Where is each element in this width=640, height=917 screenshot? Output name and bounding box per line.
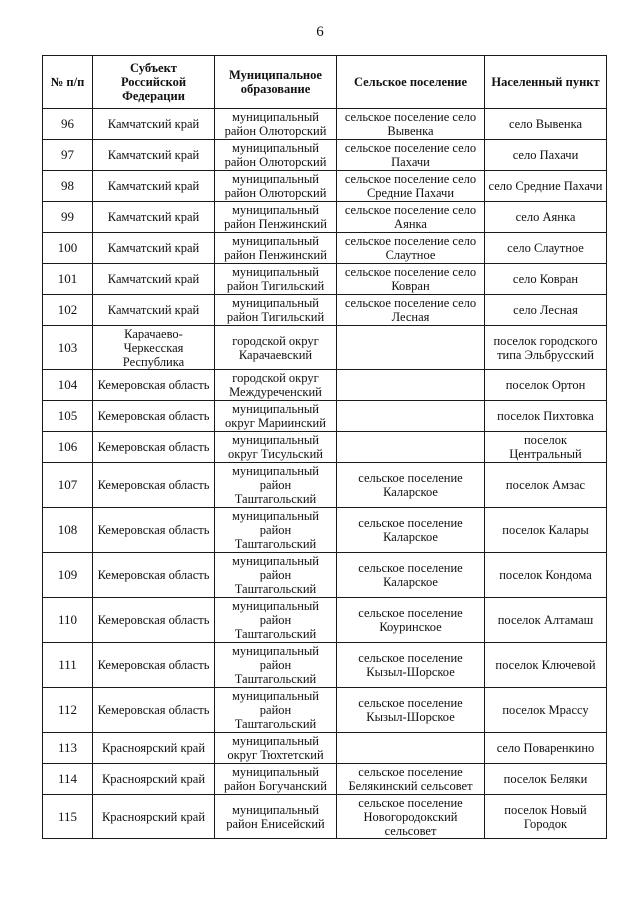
table-row — [43, 264, 607, 295]
cell-rural-settlement: сельское поселение село Пахачи — [337, 140, 485, 171]
cell-rural-settlement — [337, 326, 485, 370]
cell-region: Кемеровская область — [93, 553, 215, 598]
cell-region: Красноярский край — [93, 764, 215, 795]
table-body — [43, 109, 607, 839]
settlements-table — [42, 55, 607, 839]
cell-rural-settlement: сельское поселение село Вывенка — [337, 109, 485, 140]
cell-region: Камчатский край — [93, 233, 215, 264]
table-row — [43, 688, 607, 733]
cell-region: Карачаево-Черкесская Республика — [93, 326, 215, 370]
cell-region: Красноярский край — [93, 795, 215, 839]
cell-number: 105 — [43, 401, 93, 432]
cell-municipality: муниципальный район Таштагольский — [215, 688, 337, 733]
cell-municipality: муниципальный район Олюторский — [215, 171, 337, 202]
table-row — [43, 643, 607, 688]
cell-rural-settlement — [337, 432, 485, 463]
table-row — [43, 463, 607, 508]
cell-rural-settlement — [337, 401, 485, 432]
cell-locality: село Аянка — [485, 202, 607, 233]
cell-locality: село Поваренкино — [485, 733, 607, 764]
cell-locality: село Слаутное — [485, 233, 607, 264]
cell-number: 108 — [43, 508, 93, 553]
header-rural-settlement: Сельское поселение — [337, 56, 485, 109]
cell-rural-settlement — [337, 370, 485, 401]
cell-number: 101 — [43, 264, 93, 295]
cell-rural-settlement: сельское поселение Новогородокский сельсовет — [337, 795, 485, 839]
cell-municipality: городской округ Междуреченский — [215, 370, 337, 401]
table-row — [43, 795, 607, 839]
table-row — [43, 140, 607, 171]
cell-rural-settlement: сельское поселение село Слаутное — [337, 233, 485, 264]
cell-rural-settlement: сельское поселение Коуринское — [337, 598, 485, 643]
cell-municipality: муниципальный район Таштагольский — [215, 553, 337, 598]
table-row — [43, 733, 607, 764]
cell-number: 100 — [43, 233, 93, 264]
cell-number: 103 — [43, 326, 93, 370]
table-row — [43, 109, 607, 140]
cell-number: 104 — [43, 370, 93, 401]
cell-locality: поселок Алтамаш — [485, 598, 607, 643]
cell-rural-settlement: сельское поселение Каларское — [337, 553, 485, 598]
cell-region: Красноярский край — [93, 733, 215, 764]
cell-number: 111 — [43, 643, 93, 688]
cell-number: 113 — [43, 733, 93, 764]
cell-region: Кемеровская область — [93, 432, 215, 463]
cell-municipality: муниципальный район Таштагольский — [215, 598, 337, 643]
cell-municipality: муниципальный район Олюторский — [215, 109, 337, 140]
cell-number: 98 — [43, 171, 93, 202]
cell-locality: поселок Пихтовка — [485, 401, 607, 432]
table-row — [43, 508, 607, 553]
table-header-row — [43, 56, 607, 109]
table-row — [43, 401, 607, 432]
cell-municipality: муниципальный округ Мариинский — [215, 401, 337, 432]
cell-locality: поселок городского типа Эльбрусский — [485, 326, 607, 370]
cell-municipality: муниципальный район Тигильский — [215, 295, 337, 326]
cell-locality: село Средние Пахачи — [485, 171, 607, 202]
cell-locality: поселок Беляки — [485, 764, 607, 795]
cell-number: 110 — [43, 598, 93, 643]
header-municipality: Муниципальное образование — [215, 56, 337, 109]
cell-locality: поселок Калары — [485, 508, 607, 553]
table-row — [43, 326, 607, 370]
cell-number: 107 — [43, 463, 93, 508]
cell-rural-settlement: сельское поселение Кызыл-Шорское — [337, 643, 485, 688]
cell-municipality: муниципальный район Пенжинский — [215, 233, 337, 264]
cell-region: Кемеровская область — [93, 370, 215, 401]
cell-municipality: муниципальный район Пенжинский — [215, 202, 337, 233]
cell-region: Кемеровская область — [93, 401, 215, 432]
cell-locality: село Ковран — [485, 264, 607, 295]
cell-number: 106 — [43, 432, 93, 463]
header-locality: Населенный пункт — [485, 56, 607, 109]
cell-region: Камчатский край — [93, 295, 215, 326]
cell-region: Камчатский край — [93, 202, 215, 233]
table-row — [43, 553, 607, 598]
cell-locality: поселок Амзас — [485, 463, 607, 508]
table-row — [43, 370, 607, 401]
cell-locality: поселок Мрассу — [485, 688, 607, 733]
cell-rural-settlement: сельское поселение село Аянка — [337, 202, 485, 233]
cell-region: Кемеровская область — [93, 643, 215, 688]
header-region: Субъект Российской Федерации — [93, 56, 215, 109]
cell-locality: поселок Ключевой — [485, 643, 607, 688]
cell-rural-settlement: сельское поселение село Средние Пахачи — [337, 171, 485, 202]
cell-rural-settlement: сельское поселение Каларское — [337, 463, 485, 508]
table-row — [43, 202, 607, 233]
cell-municipality: муниципальный округ Тисульский — [215, 432, 337, 463]
cell-municipality: муниципальный район Богучанский — [215, 764, 337, 795]
table-row — [43, 764, 607, 795]
table-row — [43, 233, 607, 264]
table-row — [43, 432, 607, 463]
cell-region: Кемеровская область — [93, 598, 215, 643]
cell-municipality: городской округ Карачаевский — [215, 326, 337, 370]
table-row — [43, 598, 607, 643]
table-row — [43, 171, 607, 202]
cell-region: Кемеровская область — [93, 463, 215, 508]
cell-locality: село Пахачи — [485, 140, 607, 171]
table-row — [43, 295, 607, 326]
page-number: 6 — [316, 24, 324, 40]
cell-rural-settlement: сельское поселение село Ковран — [337, 264, 485, 295]
cell-locality: поселок Кондома — [485, 553, 607, 598]
cell-municipality: муниципальный район Таштагольский — [215, 463, 337, 508]
cell-region: Кемеровская область — [93, 508, 215, 553]
cell-locality: поселок Ортон — [485, 370, 607, 401]
cell-locality: село Вывенка — [485, 109, 607, 140]
cell-rural-settlement: сельское поселение село Лесная — [337, 295, 485, 326]
cell-municipality: муниципальный район Олюторский — [215, 140, 337, 171]
cell-region: Камчатский край — [93, 264, 215, 295]
cell-rural-settlement: сельское поселение Кызыл-Шорское — [337, 688, 485, 733]
cell-locality: поселок Центральный — [485, 432, 607, 463]
cell-municipality: муниципальный район Таштагольский — [215, 508, 337, 553]
cell-municipality: муниципальный район Енисейский — [215, 795, 337, 839]
header-number: № п/п — [43, 56, 93, 109]
cell-region: Камчатский край — [93, 171, 215, 202]
cell-region: Камчатский край — [93, 109, 215, 140]
cell-rural-settlement: сельское поселение Белякинский сельсовет — [337, 764, 485, 795]
cell-number: 99 — [43, 202, 93, 233]
cell-number: 115 — [43, 795, 93, 839]
cell-municipality: муниципальный район Тигильский — [215, 264, 337, 295]
cell-number: 114 — [43, 764, 93, 795]
cell-number: 112 — [43, 688, 93, 733]
cell-locality: село Лесная — [485, 295, 607, 326]
cell-number: 109 — [43, 553, 93, 598]
cell-rural-settlement: сельское поселение Каларское — [337, 508, 485, 553]
cell-number: 97 — [43, 140, 93, 171]
cell-region: Кемеровская область — [93, 688, 215, 733]
cell-locality: поселок Новый Городок — [485, 795, 607, 839]
cell-number: 96 — [43, 109, 93, 140]
cell-number: 102 — [43, 295, 93, 326]
cell-municipality: муниципальный район Таштагольский — [215, 643, 337, 688]
cell-region: Камчатский край — [93, 140, 215, 171]
cell-rural-settlement — [337, 733, 485, 764]
cell-municipality: муниципальный округ Тюхтетский — [215, 733, 337, 764]
